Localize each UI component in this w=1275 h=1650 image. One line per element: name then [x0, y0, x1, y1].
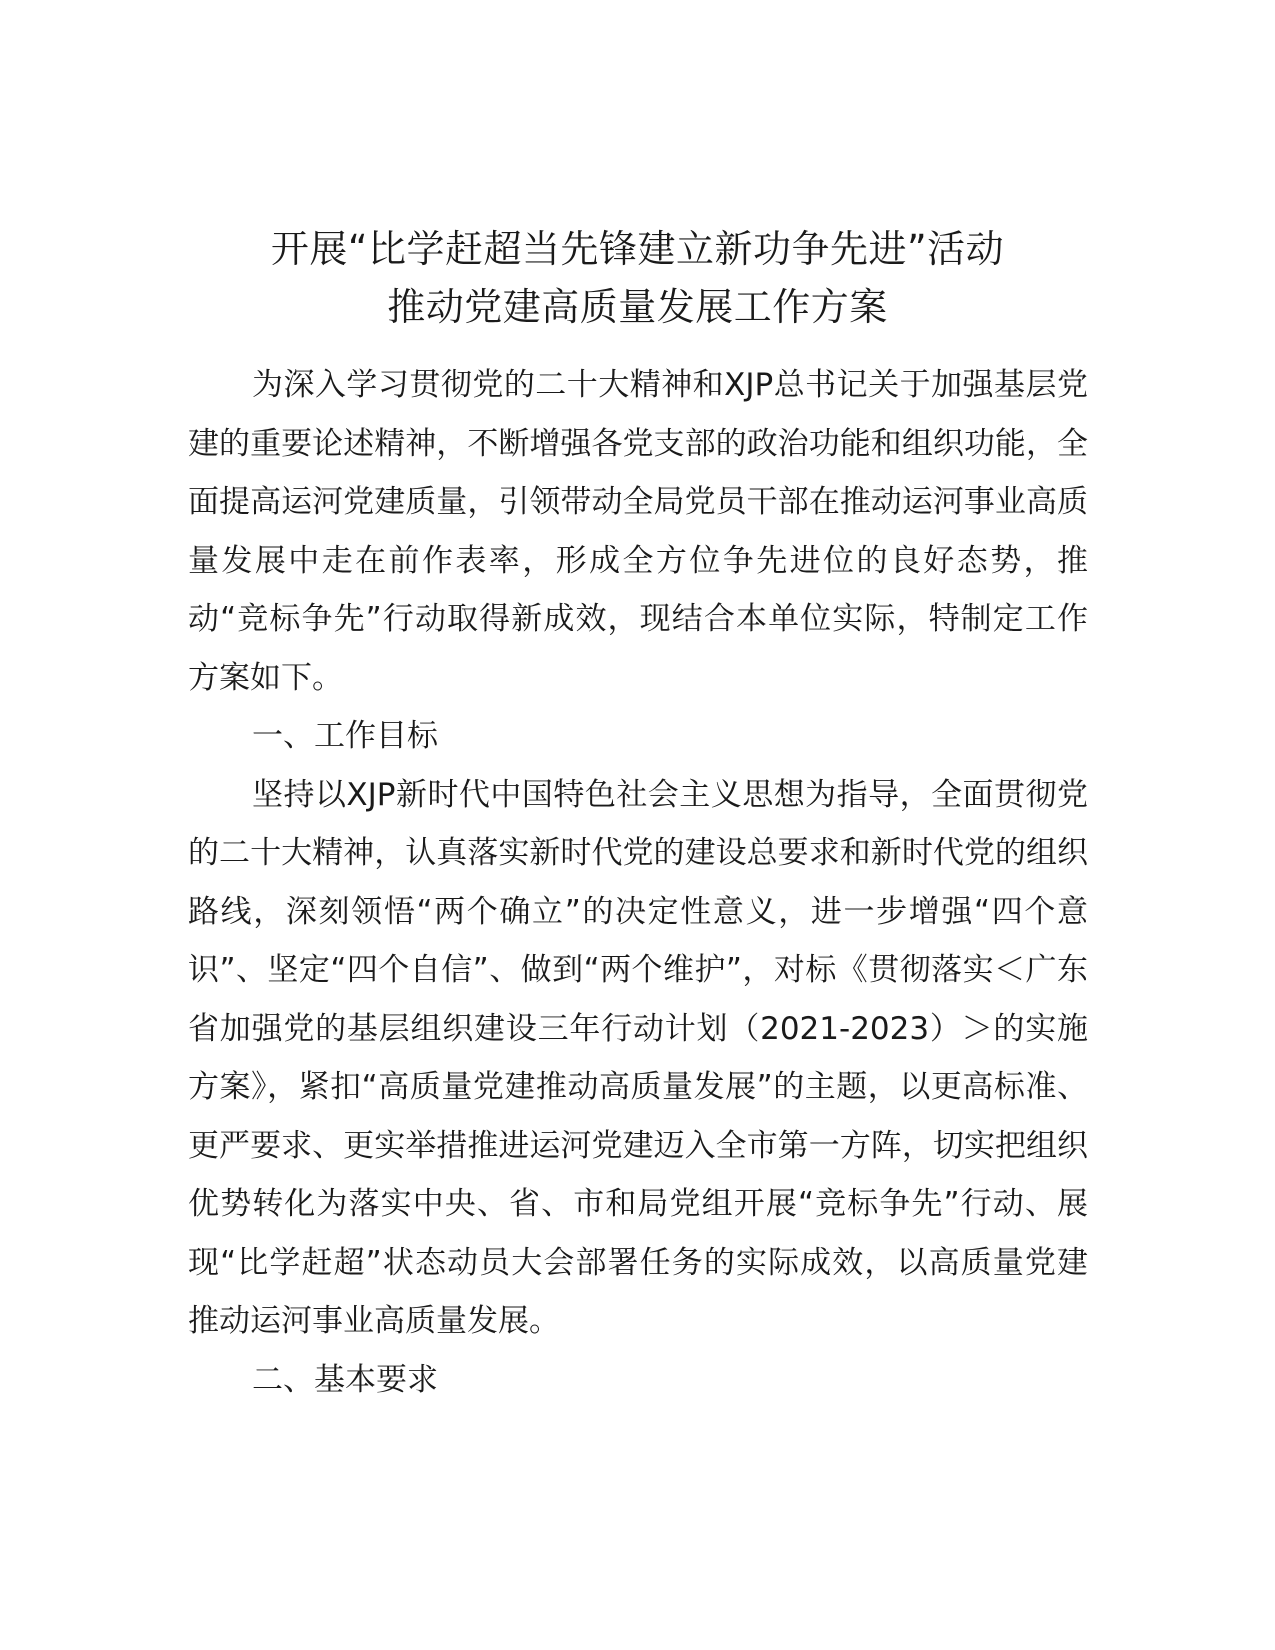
intro-paragraph: 为深入学习贯彻党的二十大精神和XJP总书记关于加强基层党建的重要论述精神，不断增强各党支部的政治功能和组织功能，全面提高运河党建质量，引领带动全局党员干部在推动运河事业高质量发展中走在前作表率，形成全方位争先进位的良好态势，推动“竞标争先”行动取得新成效，现结合本单位实际，特制定工作方案如下。 — [188, 367, 1088, 696]
title-line-2: 推动党建高质量发展工作方案 — [387, 285, 888, 329]
section-2-heading: 二、基本要求 — [252, 1361, 438, 1398]
document-title — [180, 220, 1095, 336]
section-1-heading: 一、工作目标 — [252, 718, 438, 754]
section-1-paragraph: 坚持以XJP新时代中国特色社会主义思想为指导，全面贯彻党的二十大精神，认真落实新时代党的建设总要求和新时代党的组织路线，深刻领悟“两个确立”的决定性意义，进一步增强“四个意识”、坚定“四个自信”、做到“两个维护”，对标《贯彻落实＜广东省加强党的基层组织建设三年行动计划（2021-2023）＞的实施方案》，紧扣“高质量党建推动高质量发展”的主题，以更高标准、更严要求、更实举措推进运河党建迈入全市第一方阵，切实把组织优势转化为落实中央、省、市和局党组开展“竞标争先”行动、展现“比学赶超”状态动员大会部署任务的实际成效，以高质量党建推动运河事业高质量发展。 — [188, 776, 1088, 1339]
title-line-1: 开展“比学赶超当先锋建立新功争先进”活动 — [270, 227, 1005, 271]
document-body — [188, 356, 1088, 1409]
